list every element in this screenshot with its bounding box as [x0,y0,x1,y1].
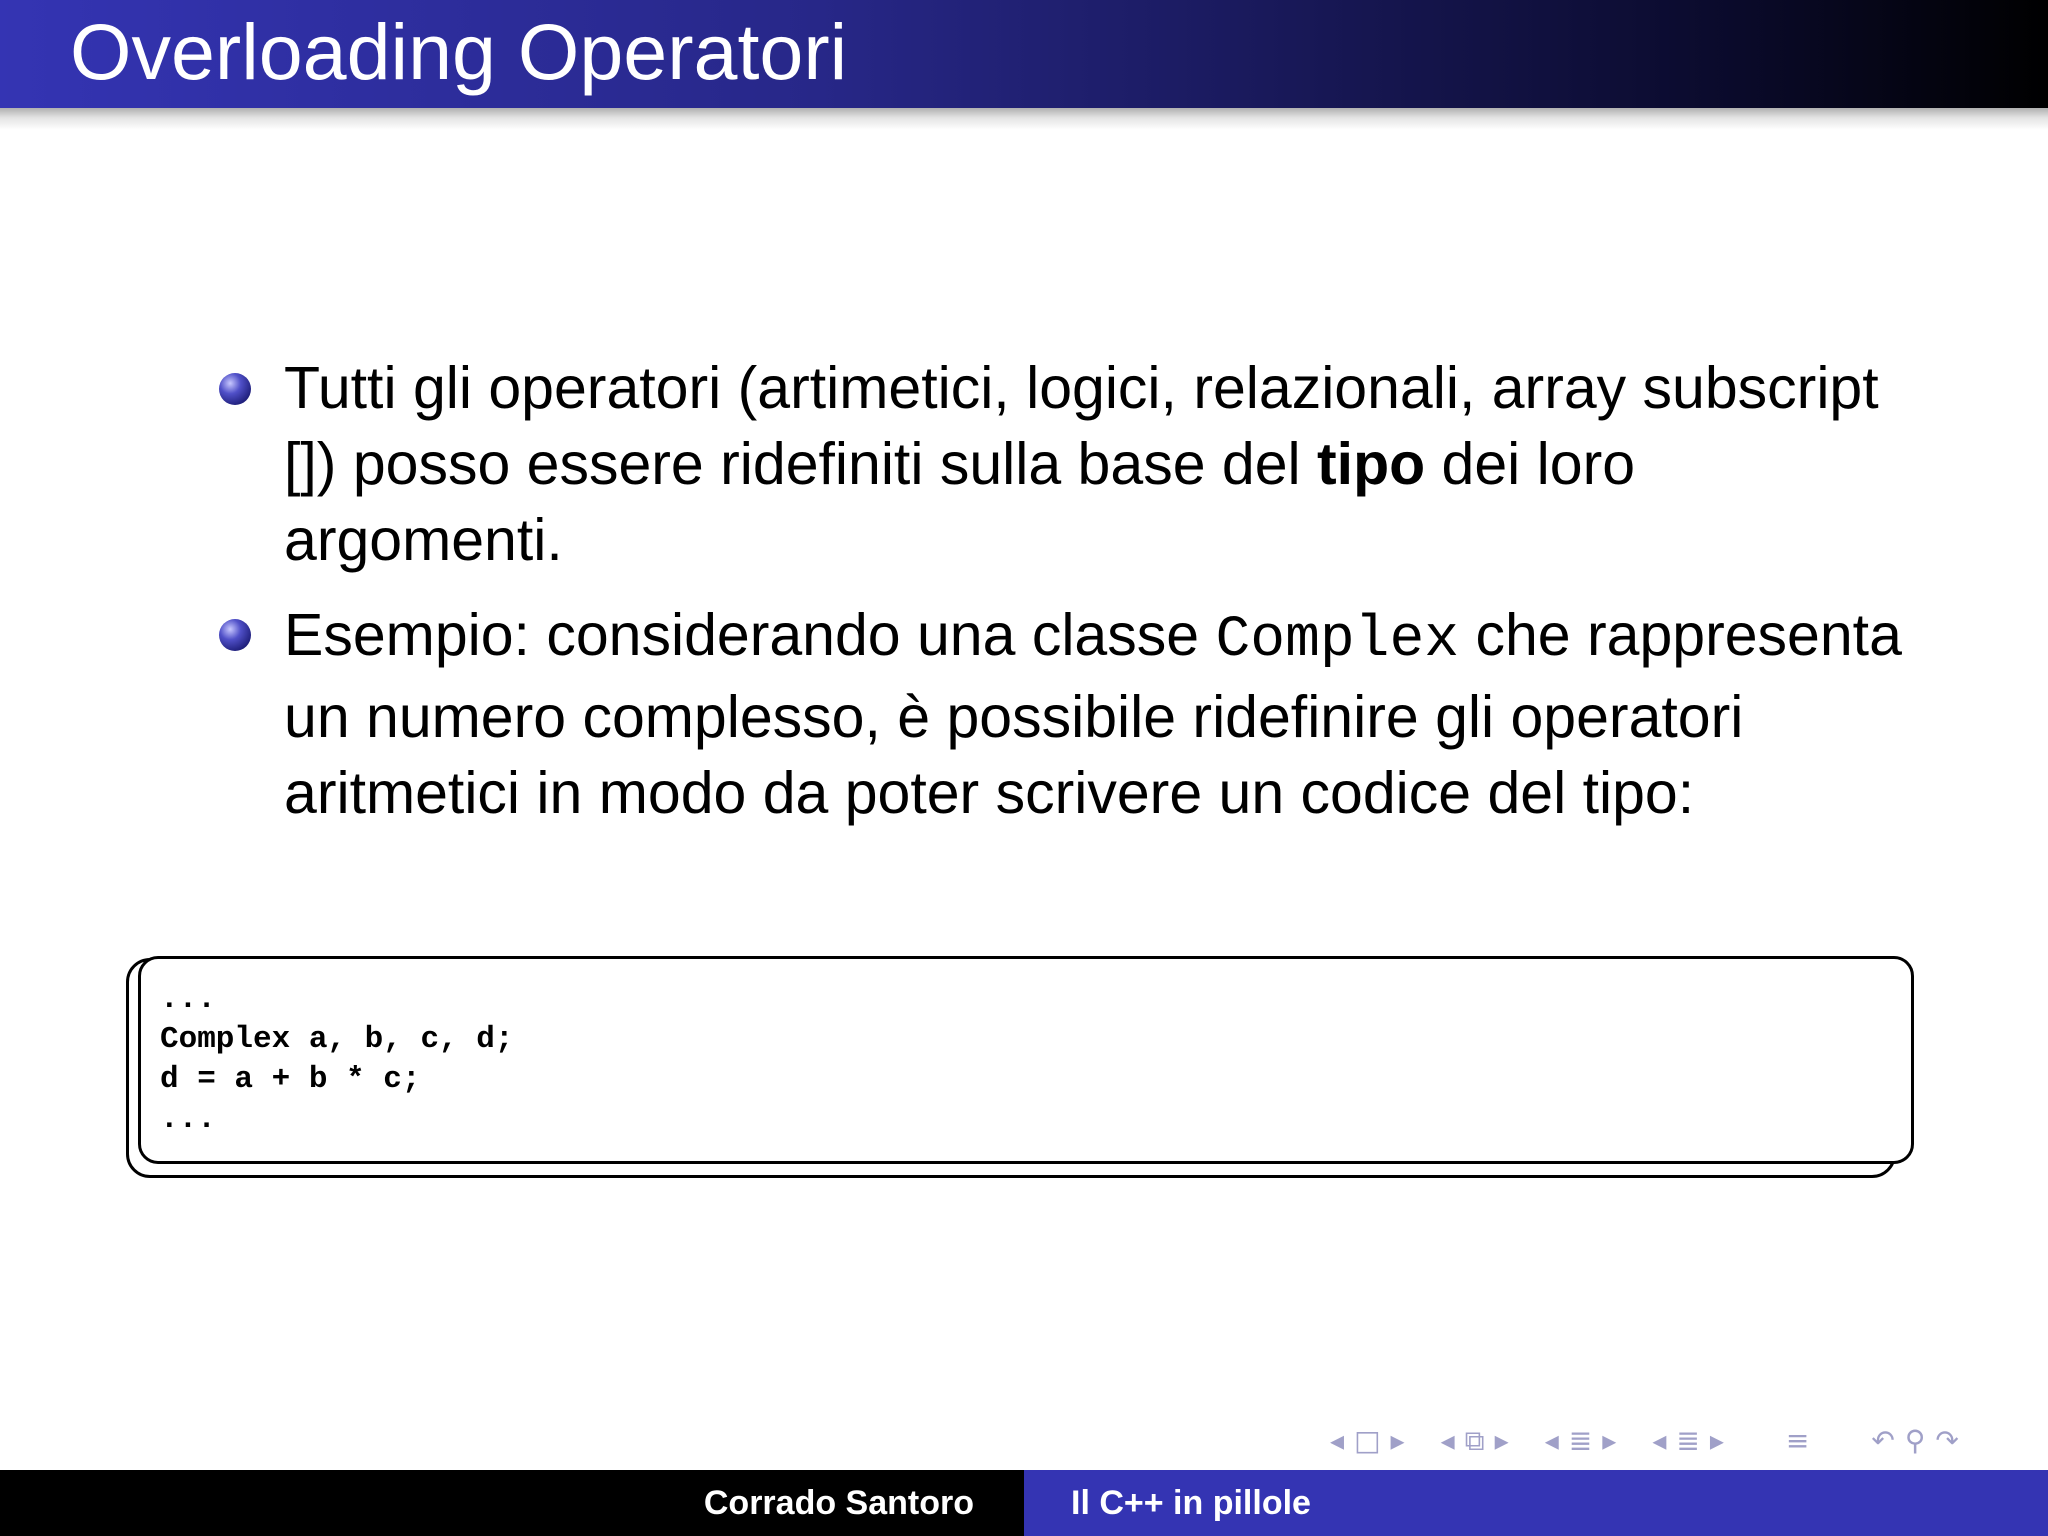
slide-title: Overloading Operatori [70,7,848,96]
nav-next-icon[interactable]: ▸ [1494,1424,1509,1457]
bullet-icon [219,619,251,651]
code-listing: ... Complex a, b, c, d; d = a + b * c; ... [160,982,514,1137]
nav-next-icon[interactable]: ▸ [1709,1424,1724,1457]
bullet-text: dei loro argomenti. [284,431,1636,573]
nav-prev-icon[interactable]: ◂ [1652,1424,1667,1457]
bullet-text: Esempio: considerando una classe [284,602,1216,668]
bullet-bold-term: tipo [1317,431,1426,497]
bullet-item [284,597,1924,831]
nav-prev-icon[interactable]: ◂ [1330,1424,1345,1457]
bullet-text: Tutti gli operatori (artimetici, logici, relazionali, array subscript []) posso essere ridefiniti sulla base del [284,355,1879,497]
outline-icon[interactable]: ≡ [1785,1424,1810,1457]
redo-icon[interactable]: ↷ [1935,1424,1959,1457]
frame-icon[interactable]: □ [1354,1424,1381,1457]
nav-prev-icon[interactable]: ◂ [1544,1424,1559,1457]
section-icon[interactable]: ≣ [1568,1424,1593,1457]
footer-title: Il C++ in pillole [1071,1484,1311,1522]
footer-author: Corrado Santoro [703,1484,974,1522]
subsection-icon[interactable]: ⧉ [1464,1424,1485,1457]
title-bar [0,0,2048,108]
bullet-item [284,350,1924,578]
nav-prev-icon[interactable]: ◂ [1440,1424,1455,1457]
inline-code: Complex [1215,608,1460,673]
bullet-icon [219,373,251,405]
bullet-text: che rappresenta un numero complesso, è possibile ridefinire gli operatori aritmetici in modo da poter scrivere un codice del tipo: [284,602,1902,826]
nav-next-icon[interactable]: ▸ [1390,1424,1405,1457]
footer-title-panel [1024,1470,2048,1536]
title-shadow [0,108,2048,130]
search-icon[interactable]: ⚲ [1904,1424,1926,1457]
footer-author-panel [0,1470,1024,1536]
undo-icon[interactable]: ↶ [1871,1424,1895,1457]
beamer-navigation [1330,1424,1969,1460]
document-icon[interactable]: ≣ [1676,1424,1700,1457]
nav-next-icon[interactable]: ▸ [1602,1424,1617,1457]
